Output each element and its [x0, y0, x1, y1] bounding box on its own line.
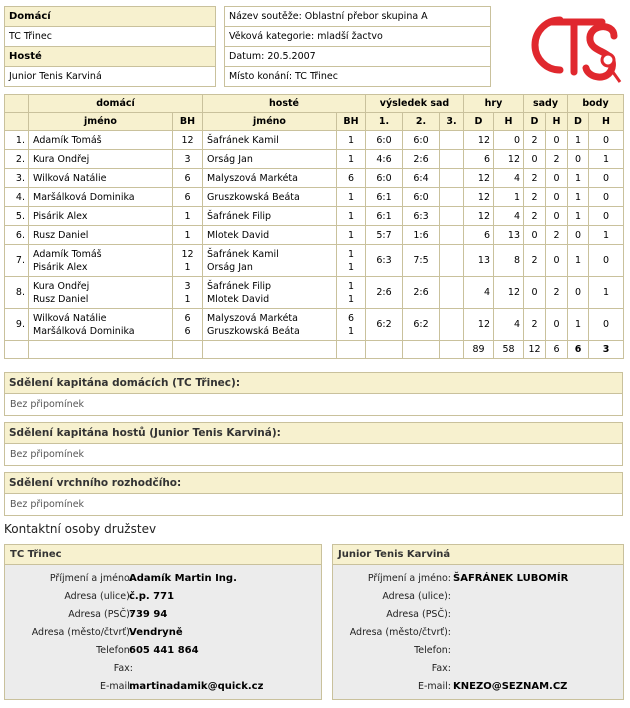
home-player-name-line: Maršálková Dominika — [33, 191, 135, 203]
home-player-bh — [173, 277, 203, 309]
guest-team: Junior Tenis Karviná — [5, 67, 216, 87]
comment-title: Sdělení kapitána domácích (TC Třinec): — [5, 373, 622, 394]
contact-field-label: Adresa (ulice): — [64, 591, 133, 602]
points-h: 0 — [589, 245, 624, 277]
table-row — [5, 309, 624, 341]
guest-player-bh — [337, 245, 366, 277]
home-player-bh-line: 3 — [184, 280, 191, 292]
guest-player-name — [203, 131, 337, 150]
guest-player-name — [203, 169, 337, 188]
contact-field — [5, 678, 321, 696]
header-guests: hosté — [203, 95, 366, 113]
corner-cell — [5, 113, 29, 131]
results-rows — [5, 131, 624, 341]
subheader-guest-bh: BH — [337, 113, 366, 131]
set-1-score: 6:0 — [366, 169, 403, 188]
guest-player-name — [203, 309, 337, 341]
set-2-score: 2:6 — [403, 277, 440, 309]
contact-field-value: ŠAFRÁNEK LUBOMÍR — [453, 573, 569, 584]
home-player-name-line: Pisárik Alex — [33, 210, 88, 222]
row-number: 2. — [5, 150, 29, 169]
games-d: 12 — [464, 188, 494, 207]
games-d: 4 — [464, 277, 494, 309]
home-player-name-line: Pisárik Alex — [33, 261, 88, 273]
guest-player-bh-line: 6 — [347, 172, 355, 184]
competition-name: Název soutěže: Oblastní přebor skupina A — [225, 7, 491, 27]
games-h: 13 — [494, 226, 524, 245]
points-h: 0 — [589, 309, 624, 341]
contact-field-value: Adamík Martin Ing. — [129, 573, 237, 584]
match-date: Datum: 20.5.2007 — [225, 47, 491, 67]
guest-player-bh-line: 1 — [347, 280, 355, 292]
set-2-score: 1:6 — [403, 226, 440, 245]
sets-d: 2 — [524, 131, 546, 150]
contact-field-label: Adresa (PSČ): — [68, 609, 133, 620]
subheader-sets-h: H — [546, 113, 568, 131]
contact-field-label: Telefon: — [414, 645, 451, 656]
set-3-score — [440, 169, 464, 188]
contact-field-value: KNEZO@SEZNAM.CZ — [453, 681, 568, 692]
home-player-bh — [173, 188, 203, 207]
guest-player-name — [203, 188, 337, 207]
guest-player-bh-line: 1 — [347, 191, 355, 203]
contact-field-value: č.p. 771 — [129, 591, 175, 602]
guest-label: Hosté — [5, 47, 216, 67]
home-player-bh-line: 12 — [181, 248, 194, 260]
total-sets-d: 12 — [524, 341, 546, 359]
set-3-score — [440, 245, 464, 277]
subheader-games-h: H — [494, 113, 524, 131]
points-h: 0 — [589, 207, 624, 226]
subheader-set-1: 1. — [366, 113, 403, 131]
total-points-h: 3 — [589, 341, 624, 359]
home-player-bh-line: 6 — [184, 325, 191, 337]
sets-h: 2 — [546, 277, 568, 309]
games-h: 0 — [494, 131, 524, 150]
home-team: TC Třinec — [5, 27, 216, 47]
subheader-home-bh: BH — [173, 113, 203, 131]
sets-h: 0 — [546, 309, 568, 341]
sets-h: 0 — [546, 131, 568, 150]
home-player-bh — [173, 245, 203, 277]
games-h: 4 — [494, 169, 524, 188]
set-1-score: 4:6 — [366, 150, 403, 169]
contact-field-value: Vendryně — [129, 627, 183, 638]
sets-h: 0 — [546, 188, 568, 207]
games-d: 12 — [464, 169, 494, 188]
home-player-bh-line: 3 — [184, 153, 191, 165]
guest-player-name-line: Mlotek David — [207, 293, 270, 305]
set-3-score — [440, 150, 464, 169]
club-logo-icon — [524, 6, 624, 86]
contact-field-label: Adresa (město/čtvrť): — [31, 627, 133, 638]
set-1-score: 2:6 — [366, 277, 403, 309]
points-h: 0 — [589, 131, 624, 150]
games-d: 12 — [464, 131, 494, 150]
referee-comment — [4, 472, 623, 516]
contact-field — [333, 606, 623, 624]
home-player-name-line: Kura Ondřej — [33, 153, 90, 165]
contact-field — [333, 570, 623, 588]
results-table — [4, 94, 624, 359]
guest-player-bh — [337, 169, 366, 188]
guest-player-bh-line: 1 — [347, 210, 355, 222]
guest-player-bh-line: 1 — [347, 229, 355, 241]
header-games: hry — [464, 95, 524, 113]
set-1-score: 6:2 — [366, 309, 403, 341]
header-home: domácí — [29, 95, 203, 113]
points-h: 1 — [589, 150, 624, 169]
home-player-bh-line: 6 — [184, 312, 191, 324]
points-d: 1 — [568, 169, 589, 188]
sets-d: 2 — [524, 207, 546, 226]
home-player-name — [29, 131, 173, 150]
contact-field — [5, 570, 321, 588]
sets-d: 0 — [524, 150, 546, 169]
guest-player-bh — [337, 277, 366, 309]
points-d: 1 — [568, 309, 589, 341]
home-player-name — [29, 245, 173, 277]
points-d: 1 — [568, 207, 589, 226]
set-3-score — [440, 131, 464, 150]
contact-field-value: martinadamik@quick.cz — [129, 681, 264, 692]
match-teams-box — [4, 6, 216, 87]
contact-field-label: Fax: — [113, 663, 133, 674]
sets-h: 2 — [546, 150, 568, 169]
contact-field-label: Adresa (město/čtvrť): — [349, 627, 451, 638]
table-row — [5, 207, 624, 226]
total-games-h: 58 — [494, 341, 524, 359]
set-3-score — [440, 188, 464, 207]
total-sets-h: 6 — [546, 341, 568, 359]
home-player-name-line: Maršálková Dominika — [33, 325, 135, 337]
contact-team-name: Junior Tenis Karviná — [333, 545, 623, 565]
sets-h: 0 — [546, 245, 568, 277]
home-player-bh — [173, 309, 203, 341]
table-row — [5, 169, 624, 188]
contact-field — [5, 606, 321, 624]
games-h: 1 — [494, 188, 524, 207]
set-2-score: 7:5 — [403, 245, 440, 277]
home-player-name — [29, 207, 173, 226]
home-contact-box — [4, 544, 322, 700]
set-2-score: 2:6 — [403, 150, 440, 169]
sets-d: 2 — [524, 188, 546, 207]
home-player-bh — [173, 131, 203, 150]
guest-player-name — [203, 150, 337, 169]
guest-player-bh-line: 6 — [347, 312, 355, 324]
age-category: Věková kategorie: mladší žactvo — [225, 27, 491, 47]
subheader-set-3: 3. — [440, 113, 464, 131]
contact-field-value: 605 441 864 — [129, 645, 199, 656]
guest-player-bh-line: 1 — [347, 153, 355, 165]
guest-player-bh-line: 1 — [347, 261, 355, 273]
match-venue: Místo konání: TC Třinec — [225, 67, 491, 87]
set-1-score: 6:1 — [366, 188, 403, 207]
games-h: 12 — [494, 277, 524, 309]
match-details-box — [224, 6, 491, 87]
games-h: 4 — [494, 309, 524, 341]
home-player-name-line: Adamík Tomáš — [33, 134, 102, 146]
header-points: body — [568, 95, 624, 113]
contact-field — [5, 660, 321, 678]
home-player-name — [29, 188, 173, 207]
set-3-score — [440, 277, 464, 309]
guest-captain-comment — [4, 422, 623, 466]
guest-contact-box — [332, 544, 624, 700]
home-player-bh-line: 6 — [184, 191, 191, 203]
home-player-name — [29, 277, 173, 309]
guest-player-bh — [337, 226, 366, 245]
guest-player-name-line: Gruszkowská Beáta — [207, 325, 300, 337]
points-d: 1 — [568, 245, 589, 277]
guest-player-name-line: Gruszkowská Beáta — [207, 191, 300, 203]
guest-player-bh-line: 1 — [347, 325, 355, 337]
guest-player-bh-line: 1 — [347, 248, 355, 260]
guest-player-name-line: Šafránek Filip — [207, 210, 272, 222]
set-3-score — [440, 226, 464, 245]
contact-field-label: Adresa (ulice): — [382, 591, 451, 602]
guest-player-bh — [337, 207, 366, 226]
subheader-set-2: 2. — [403, 113, 440, 131]
row-number: 1. — [5, 131, 29, 150]
row-number: 7. — [5, 245, 29, 277]
sets-d: 0 — [524, 277, 546, 309]
guest-player-name — [203, 277, 337, 309]
set-1-score: 6:3 — [366, 245, 403, 277]
comment-value: Bez připomínek — [10, 499, 85, 510]
games-h: 4 — [494, 207, 524, 226]
sets-h: 2 — [546, 226, 568, 245]
total-games-d: 89 — [464, 341, 494, 359]
header-sets: sady — [524, 95, 568, 113]
points-d: 0 — [568, 226, 589, 245]
home-player-name-line: Rusz Daniel — [33, 293, 89, 305]
home-player-name — [29, 150, 173, 169]
guest-player-name-line: Malyszová Markéta — [207, 312, 298, 324]
games-d: 6 — [464, 150, 494, 169]
subheader-guest-name: jméno — [203, 113, 337, 131]
subheader-home-name: jméno — [29, 113, 173, 131]
home-player-bh — [173, 150, 203, 169]
contact-field — [5, 642, 321, 660]
guest-player-bh-line: 1 — [347, 293, 355, 305]
contacts-section-title: Kontaktní osoby družstev — [4, 522, 157, 536]
contact-field-label: Telefon: — [96, 645, 133, 656]
row-number: 5. — [5, 207, 29, 226]
home-player-name — [29, 169, 173, 188]
home-player-bh-line: 12 — [181, 134, 194, 146]
row-number: 6. — [5, 226, 29, 245]
comment-value: Bez připomínek — [10, 399, 85, 410]
guest-player-name-line: Orság Jan — [207, 261, 253, 273]
points-d: 1 — [568, 188, 589, 207]
guest-player-name — [203, 207, 337, 226]
subheader-games-d: D — [464, 113, 494, 131]
guest-player-bh — [337, 188, 366, 207]
home-player-bh-line: 1 — [184, 293, 191, 305]
points-h: 0 — [589, 169, 624, 188]
contact-field-label: E-mail: — [418, 681, 451, 692]
games-d: 13 — [464, 245, 494, 277]
home-player-name — [29, 226, 173, 245]
set-2-score: 6:0 — [403, 131, 440, 150]
points-d: 0 — [568, 150, 589, 169]
points-h: 1 — [589, 226, 624, 245]
games-d: 12 — [464, 207, 494, 226]
contact-field — [5, 624, 321, 642]
home-player-bh-line: 1 — [184, 261, 191, 273]
table-row — [5, 188, 624, 207]
guest-player-name-line: Šafránek Kamil — [207, 248, 279, 260]
contact-field-label: Fax: — [431, 663, 451, 674]
header-sets-result: výsledek sad — [366, 95, 464, 113]
guest-player-name-line: Mlotek David — [207, 229, 270, 241]
contact-field-label: Příjmení a jméno: — [367, 573, 451, 584]
sets-h: 0 — [546, 207, 568, 226]
guest-player-name-line: Malyszová Markéta — [207, 172, 298, 184]
points-d: 0 — [568, 277, 589, 309]
set-2-score: 6:0 — [403, 188, 440, 207]
contact-field — [333, 678, 623, 696]
row-number: 3. — [5, 169, 29, 188]
games-h: 12 — [494, 150, 524, 169]
home-player-bh-line: 1 — [184, 229, 191, 241]
subheader-sets-d: D — [524, 113, 546, 131]
guest-player-bh — [337, 131, 366, 150]
sets-h: 0 — [546, 169, 568, 188]
comment-title: Sdělení kapitána hostů (Junior Tenis Karviná): — [5, 423, 622, 444]
points-h: 1 — [589, 277, 624, 309]
table-row — [5, 245, 624, 277]
guest-player-bh — [337, 309, 366, 341]
contact-field — [333, 624, 623, 642]
home-label: Domácí — [5, 7, 216, 27]
guest-player-bh — [337, 150, 366, 169]
set-1-score: 6:1 — [366, 207, 403, 226]
comment-title: Sdělení vrchního rozhodčího: — [5, 473, 622, 494]
contact-field — [333, 660, 623, 678]
games-h: 8 — [494, 245, 524, 277]
guest-player-name-line: Orság Jan — [207, 153, 253, 165]
home-player-name-line: Adamík Tomáš — [33, 248, 102, 260]
total-points-d: 6 — [568, 341, 589, 359]
home-player-name-line: Wilková Natálie — [33, 172, 107, 184]
guest-player-name — [203, 226, 337, 245]
set-2-score: 6:2 — [403, 309, 440, 341]
points-h: 0 — [589, 188, 624, 207]
contact-field — [5, 588, 321, 606]
guest-player-bh-line: 1 — [347, 134, 355, 146]
sets-d: 2 — [524, 309, 546, 341]
home-player-bh — [173, 226, 203, 245]
corner-cell — [5, 95, 29, 113]
points-d: 1 — [568, 131, 589, 150]
contact-field — [333, 588, 623, 606]
table-row — [5, 277, 624, 309]
contact-field-label: E-mail: — [100, 681, 133, 692]
set-1-score: 6:0 — [366, 131, 403, 150]
home-player-name-line: Rusz Daniel — [33, 229, 89, 241]
table-row — [5, 131, 624, 150]
set-1-score: 5:7 — [366, 226, 403, 245]
row-number: 9. — [5, 309, 29, 341]
home-captain-comment — [4, 372, 623, 416]
sets-d: 0 — [524, 226, 546, 245]
set-2-score: 6:3 — [403, 207, 440, 226]
sets-d: 2 — [524, 245, 546, 277]
set-3-score — [440, 309, 464, 341]
contact-field-label: Příjmení a jméno: — [49, 573, 133, 584]
contact-field-value: 739 94 — [129, 609, 168, 620]
home-player-bh-line: 6 — [184, 172, 191, 184]
games-d: 12 — [464, 309, 494, 341]
contact-field — [333, 642, 623, 660]
guest-player-name — [203, 245, 337, 277]
table-row — [5, 226, 624, 245]
comment-value: Bez připomínek — [10, 449, 85, 460]
home-player-name — [29, 309, 173, 341]
home-player-bh — [173, 207, 203, 226]
set-2-score: 6:4 — [403, 169, 440, 188]
guest-player-name-line: Šafránek Filip — [207, 280, 272, 292]
games-d: 6 — [464, 226, 494, 245]
contact-field-label: Adresa (PSČ): — [386, 609, 451, 620]
contact-team-name: TC Třinec — [5, 545, 321, 565]
home-player-name-line: Kura Ondřej — [33, 280, 90, 292]
home-player-bh — [173, 169, 203, 188]
subheader-points-d: D — [568, 113, 589, 131]
guest-player-name-line: Šafránek Kamil — [207, 134, 279, 146]
set-3-score — [440, 207, 464, 226]
sets-d: 2 — [524, 169, 546, 188]
row-number: 4. — [5, 188, 29, 207]
home-player-name-line: Wilková Natálie — [33, 312, 107, 324]
subheader-points-h: H — [589, 113, 624, 131]
home-player-bh-line: 1 — [184, 210, 191, 222]
row-number: 8. — [5, 277, 29, 309]
table-row — [5, 150, 624, 169]
totals-row — [5, 341, 624, 359]
